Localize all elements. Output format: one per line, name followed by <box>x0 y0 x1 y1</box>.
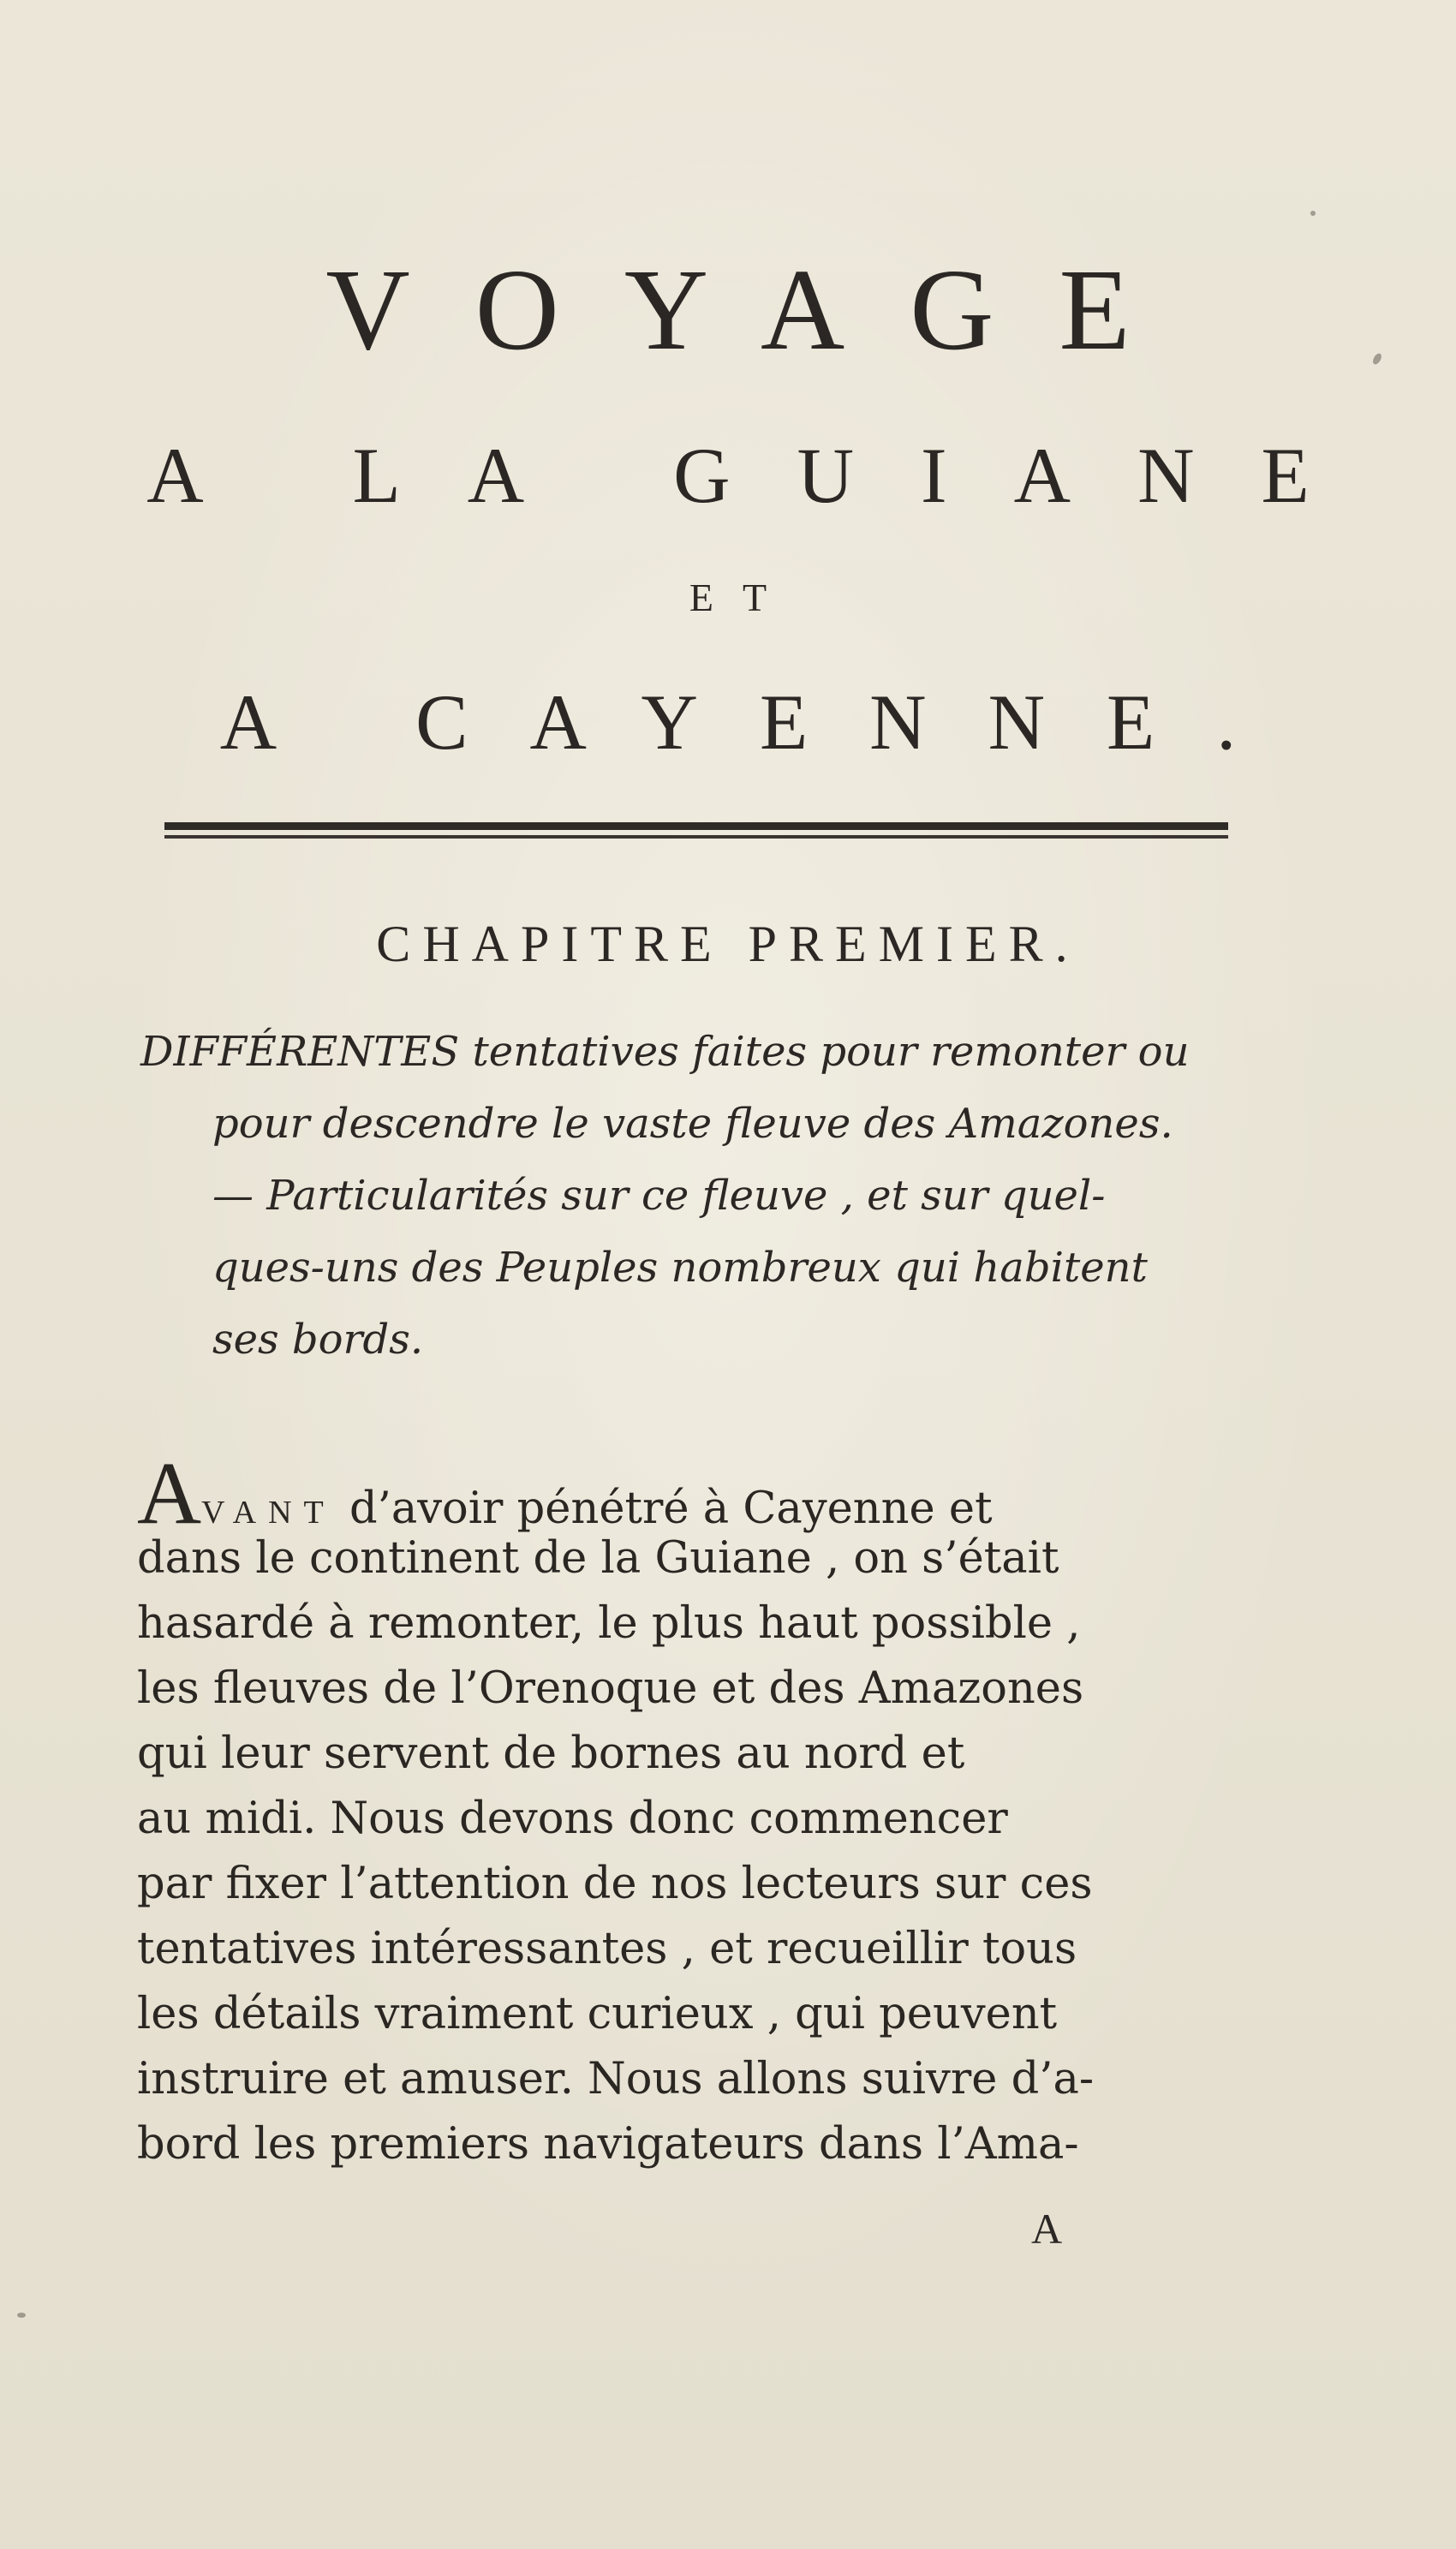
summary-line: pour descendre le vaste fleuve des Amazones. <box>212 1100 1173 1148</box>
body-line: dans le continent de la Guiane , on s’était <box>137 1533 1059 1584</box>
body-line: qui leur servent de bornes au nord et <box>137 1728 965 1779</box>
chapter-heading: CHAPITRE PREMIER. <box>376 916 1080 972</box>
rule-thick-line <box>164 822 1228 830</box>
title-a-la-guiane: A LA GUIANE <box>146 432 1376 519</box>
body-line: par fixer l’attention de nos lecteurs sur ces <box>137 1859 1093 1909</box>
summary-line: DIFFÉRENTES tentatives faites pour remonter ou <box>140 1028 1190 1076</box>
small-caps-word: VANT <box>201 1495 336 1531</box>
body-line: bord les premiers navigateurs dans l’Ama- <box>137 2119 1079 2170</box>
body-line: instruire et amuser. Nous allons suivre d’a- <box>137 2054 1095 2104</box>
summary-line: — Particularités sur ce fleuve , et sur quel- <box>212 1172 1106 1220</box>
paper-speck <box>17 2313 26 2318</box>
chapter-summary <box>140 1016 1326 1376</box>
summary-line: ques-uns des Peuples nombreux qui habitent <box>212 1244 1148 1292</box>
first-line-text: d’avoir pénétré à Cayenne et <box>335 1483 993 1534</box>
title-a-cayenne: A CAYENNE. <box>219 678 1298 766</box>
title-et: ET <box>689 576 797 619</box>
rule-thin-line <box>164 835 1228 839</box>
body-first-line <box>137 1444 1250 1543</box>
summary-line: ses bords. <box>212 1316 424 1364</box>
double-rule-divider <box>164 822 1228 845</box>
body-line: au midi. Nous devons donc commencer <box>137 1794 1008 1844</box>
signature-mark: A <box>1031 2205 1063 2253</box>
body-line: les détails vraiment curieux , qui peuvent <box>137 1989 1058 2039</box>
body-line: hasardé à remonter, le plus haut possible , <box>137 1598 1081 1649</box>
drop-cap: A <box>137 1444 202 1543</box>
body-line: les fleuves de l’Orenoque et des Amazones <box>137 1663 1084 1714</box>
body-paragraph <box>137 1444 1250 2177</box>
body-line: tentatives intéressantes , et recueillir tous <box>137 1924 1077 1974</box>
title-voyage: VOYAGE <box>325 246 1196 374</box>
paper-speck <box>1310 211 1316 216</box>
